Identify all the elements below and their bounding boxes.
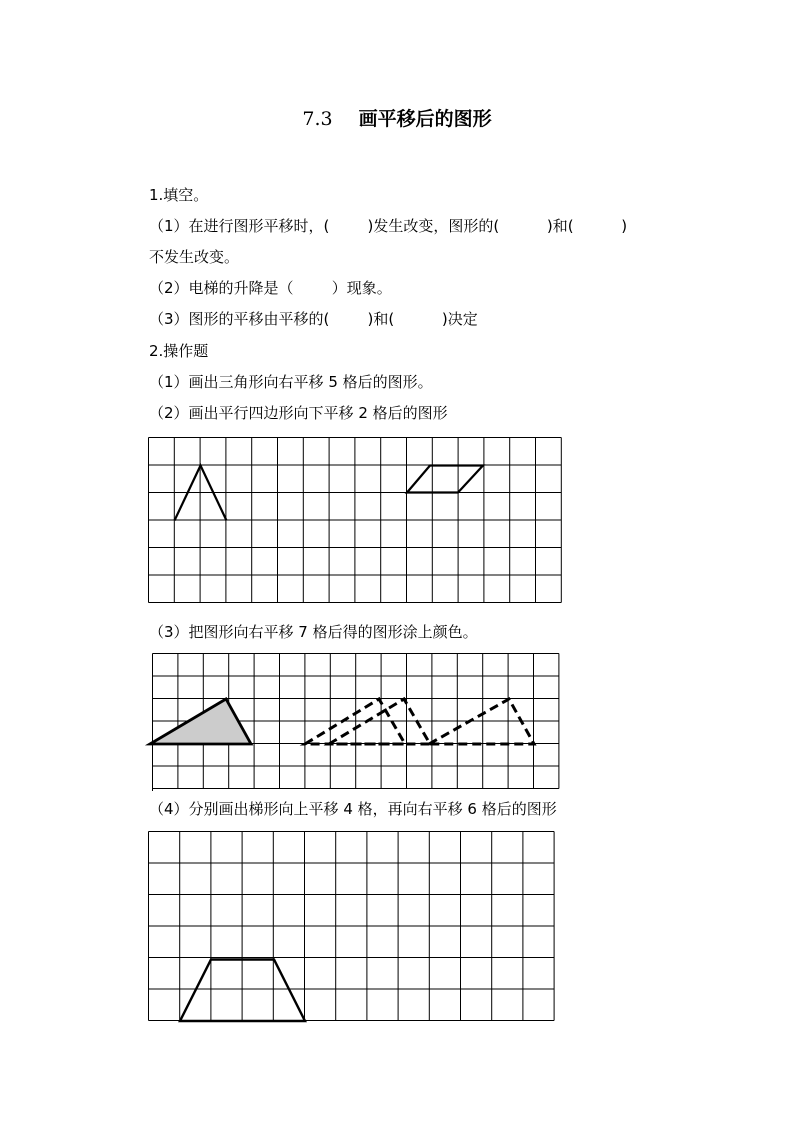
question-2-4: （4）分别画出梯形向上平移 4 格，再向右平移 6 格后的图形: [149, 800, 557, 818]
question-1-2: （2）电梯的升降是（ ）现象。: [149, 279, 392, 297]
question-2-3: （3）把图形向右平移 7 格后得的图形涂上颜色。: [149, 623, 478, 641]
title-text: 画平移后的图形: [358, 108, 492, 130]
title-number: 7.3: [302, 108, 333, 130]
grid-1: [148, 437, 562, 605]
grid-3: [148, 831, 558, 1024]
parallelogram-shape: [407, 466, 483, 493]
question-2-2: （2）画出平行四边形向下平移 2 格后的图形: [149, 404, 448, 422]
question-2-1: （1）画出三角形向右平移 5 格后的图形。: [149, 373, 433, 391]
section2-heading: 2.操作题: [149, 342, 209, 360]
grid-2: [150, 651, 560, 791]
question-1-1-line1: （1）在进行图形平移时，( )发生改变，图形的( )和( ): [149, 217, 628, 235]
question-1-3: （3）图形的平移由平移的( )和( )决定: [149, 310, 478, 328]
page-title: [0, 104, 794, 131]
section1-heading: 1.填空。: [149, 186, 209, 204]
question-1-1-line2: 不发生改变。: [149, 248, 240, 266]
grid-3-lines: [149, 832, 555, 1021]
grid-1-lines: [149, 438, 562, 603]
